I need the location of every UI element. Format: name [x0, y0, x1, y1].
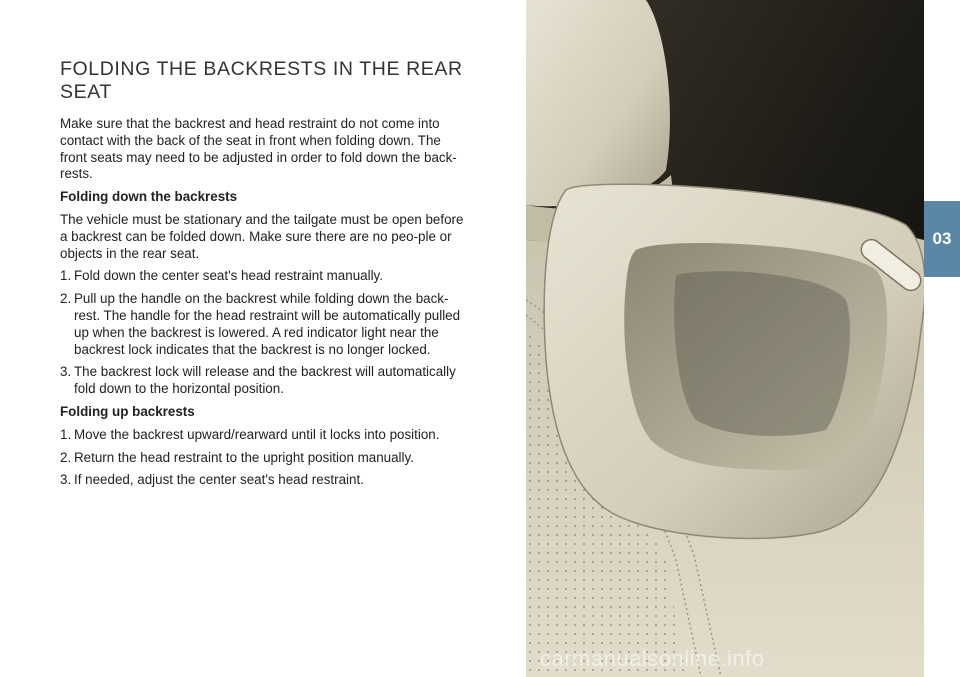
list-item: 3. The backrest lock will release and the backrest will automatically fold down to the horizontal position.	[60, 364, 456, 397]
folding-down-steps	[60, 268, 468, 398]
folding-down-paragraph: The vehicle must be stationary and the tailgate must be open before a backrest can be folded down. Make sure there are no peo-ple or objects in the rear seat.	[60, 211, 464, 261]
chapter-tab	[924, 201, 960, 277]
chapter-number: 03	[932, 229, 952, 248]
article	[60, 58, 468, 495]
seat-illustration	[526, 0, 924, 677]
rear-seat-photo	[526, 0, 924, 677]
intro-paragraph: Make sure that the backrest and head restraint do not come into contact with the back of the seat in front when folding down. The front seats may need to be adjusted in order to fold down the back-rests.	[60, 116, 457, 182]
page-title: FOLDING THE BACKRESTS IN THE REAR SEAT	[60, 58, 463, 103]
list-item: 2. Pull up the handle on the backrest while folding down the back-rest. The handle for the head restraint will be automatically pulled up when the backrest is lowered. A red indicator light near the backrest lock indicates that the backrest is no longer locked.	[60, 291, 461, 357]
watermark: carmanualsonline.info	[540, 646, 765, 671]
list-item: 2. Return the head restraint to the upright position manually.	[60, 449, 414, 465]
section-title-folding-up: Folding up backrests	[60, 403, 195, 419]
list-item: 1. Fold down the center seat's head restraint manually.	[60, 268, 383, 284]
list-item: 1. Move the backrest upward/rearward until it locks into position.	[60, 426, 440, 442]
section-title-folding-down: Folding down the backrests	[60, 189, 238, 205]
list-item: 3. If needed, adjust the center seat's head restraint.	[60, 472, 364, 488]
folding-up-steps	[60, 427, 468, 489]
